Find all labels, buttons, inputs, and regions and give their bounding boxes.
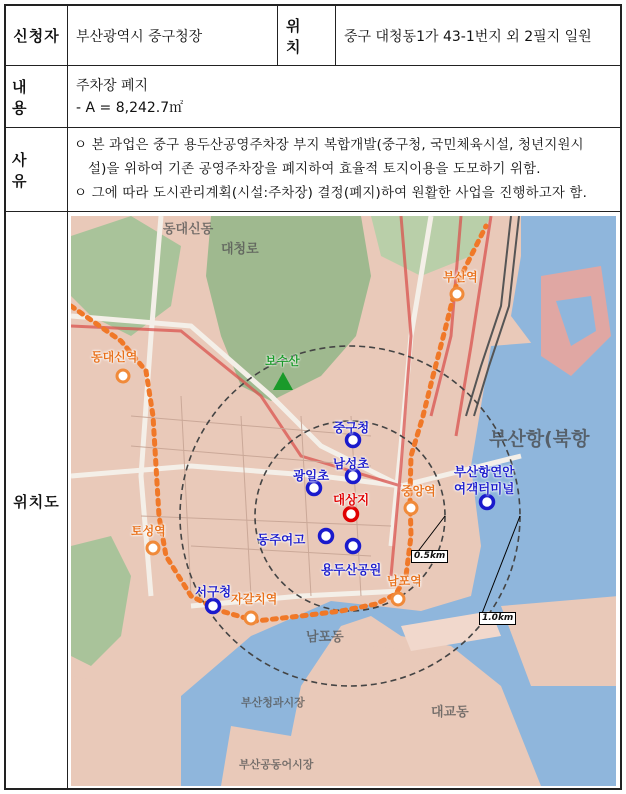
- land-use-plan-table: [4, 4, 622, 790]
- station-marker-dongdaesin: [117, 370, 129, 382]
- marker-ferry-terminal: [481, 496, 494, 509]
- marker-seogu-office: [207, 600, 220, 613]
- content-value: [68, 66, 620, 127]
- station-marker-toseong: [147, 542, 159, 554]
- area-label-daegyo: 대교동: [431, 705, 469, 720]
- label-namsung-school: 남성초: [333, 456, 370, 471]
- site-marker: [345, 508, 358, 521]
- area-label-market: 부산청과시장: [241, 696, 305, 709]
- label-ferry-line-2: 여객터미널: [454, 481, 515, 496]
- row-location-map: [6, 212, 620, 790]
- reason-header: 사 유: [6, 128, 68, 211]
- station-label-jagalchi: 자갈치역: [231, 592, 278, 606]
- station-marker-nampo: [392, 593, 404, 605]
- area-label-bay: 부산항(북항: [489, 428, 590, 450]
- station-marker-jungang: [405, 502, 417, 514]
- label-ferry-line-1: 부산항연안: [454, 464, 515, 479]
- reason-value: [68, 128, 620, 211]
- reason-line-3: ㅇ 그에 따라 도시관리계획(시설:주차장) 결정(폐지)하여 원활한 사업을 진행하고자 함.: [74, 185, 588, 201]
- station-label-jungang: 중앙역: [401, 484, 436, 498]
- site-label: 대상지: [333, 492, 370, 507]
- station-marker-busan: [451, 288, 463, 300]
- applicant-header: 신청자: [6, 6, 68, 65]
- station-label-busan: 부산역: [443, 270, 478, 284]
- area-label-fish-market: 부산공동어시장: [239, 758, 314, 771]
- label-dongju-school: 동주여고: [257, 532, 306, 547]
- location-value: 중구 대청동1가 43-1번지 외 2필지 일원: [344, 28, 592, 45]
- area-label-nampo: 남포동: [306, 630, 344, 645]
- station-label-toseong: 토성역: [131, 524, 166, 538]
- row-reason: [6, 128, 620, 212]
- station-marker-jagalchi: [245, 612, 257, 624]
- location-map: [71, 216, 616, 786]
- applicant-value: 부산광역시 중구청장: [68, 6, 278, 65]
- mountain-label: 보수산: [265, 354, 300, 368]
- scale-1-0km: 1.0km: [479, 612, 516, 625]
- content-line-2: - A = 8,242.7㎡: [76, 99, 184, 116]
- map-cell: [68, 212, 620, 790]
- content-line-1: 주차장 폐지: [76, 77, 149, 94]
- reason-line-1: ㅇ 본 과업은 중구 용두산공영주차장 부지 복합개발(중구청, 국민체육시설, 청년지원시: [74, 137, 584, 153]
- label-yongdusan-park: 용두산공원: [321, 562, 382, 577]
- location-header: 위 치: [278, 6, 336, 65]
- station-label-nampo: 남포역: [387, 574, 422, 588]
- marker-dongju-school: [320, 530, 333, 543]
- area-label-dongdaesin: 동대신동: [163, 222, 214, 237]
- area-label-road: 대청로: [221, 242, 259, 257]
- map-header: 위치도: [6, 212, 68, 790]
- row-content: [6, 66, 620, 128]
- scale-0-5km: 0.5km: [411, 550, 448, 563]
- reason-line-2: 설)을 위하여 기존 공영주차장을 폐지하여 효율적 토지이용을 도모하기 위함.: [88, 161, 541, 177]
- row-applicant-location: [6, 6, 620, 66]
- label-junggu-office: 중구청: [333, 420, 370, 435]
- station-label-dongdaesin: 동대신역: [91, 350, 138, 364]
- marker-yongdusan-park: [347, 540, 360, 553]
- label-gwangil-school: 광일초: [293, 468, 330, 483]
- label-seogu-office: 서구청: [195, 584, 232, 599]
- content-header: 내 용: [6, 66, 68, 127]
